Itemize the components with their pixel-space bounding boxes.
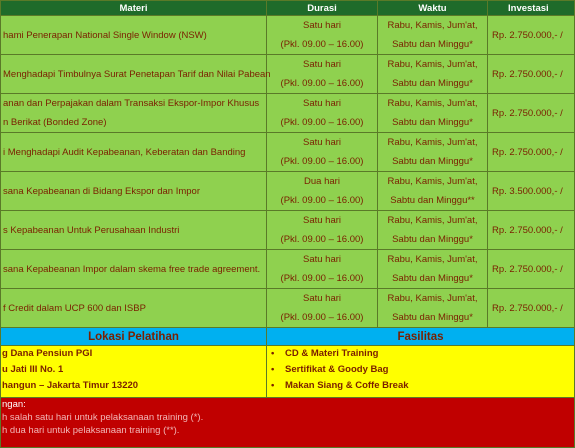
durasi-hours: (Pkl. 09.00 – 16.00)	[280, 273, 364, 284]
waktu-cell	[378, 133, 488, 172]
waktu-cell	[378, 94, 488, 133]
durasi-hours: (Pkl. 09.00 – 16.00)	[280, 234, 364, 245]
waktu-cell	[378, 289, 488, 328]
investasi-cell: Rp. 2.750.000,- /	[488, 133, 575, 172]
materi-text: i Menghadapi Audit Kepabeanan, Keberatan dan Banding	[3, 146, 246, 158]
materi-text: hami Penerapan National Single Window (NSW)	[3, 29, 207, 41]
table-row	[1, 250, 575, 289]
durasi-cell	[267, 250, 378, 289]
durasi-days: Dua hari	[304, 176, 340, 187]
waktu-days: Rabu, Kamis, Jum'at,	[387, 176, 478, 187]
materi-cell	[1, 133, 267, 172]
address-line: hangun – Jakarta Timur 13220	[2, 380, 139, 391]
durasi-days: Satu hari	[302, 293, 342, 304]
investasi-cell: Rp. 3.500.000,- /	[488, 172, 575, 211]
materi-cell	[1, 55, 271, 94]
table-row	[1, 94, 575, 133]
investasi-cell: Rp. 2.750.000,- /	[488, 16, 575, 55]
investasi-cell: Rp. 2.750.000,- /	[488, 289, 575, 328]
fasilitas-title: Fasilitas	[267, 328, 575, 346]
investasi-cell: Rp. 2.750.000,- /	[488, 55, 575, 94]
section-header-row	[1, 328, 575, 346]
fasilitas-item: Sertifikat & Goody Bag	[285, 364, 389, 375]
durasi-days: Satu hari	[302, 98, 342, 109]
waktu-days: Rabu, Kamis, Jum'at,	[387, 137, 478, 148]
table-row	[1, 289, 575, 328]
table-row	[1, 16, 575, 55]
materi-cell	[1, 16, 267, 55]
waktu-cell	[378, 16, 488, 55]
durasi-cell	[267, 133, 378, 172]
waktu-cell	[378, 172, 488, 211]
list-item	[267, 362, 574, 378]
materi-text: sana Kepabeanan Impor dalam skema free trade agreement.	[3, 263, 261, 275]
waktu-days: Rabu, Kamis, Jum'at,	[387, 20, 478, 31]
materi-text: Menghadapi Timbulnya Surat Penetapan Tarif dan Nilai Pabean	[3, 68, 271, 80]
waktu-days: Rabu, Kamis, Jum'at,	[387, 293, 478, 304]
table-row	[1, 211, 575, 250]
address-line: g Dana Pensiun PGI	[2, 348, 93, 359]
materi-text: sana Kepabeanan di Bidang Ekspor dan Impor	[3, 185, 200, 197]
table-row	[1, 55, 575, 94]
durasi-days: Satu hari	[302, 254, 342, 265]
table-row	[1, 172, 575, 211]
waktu-weekend: Sabtu dan Minggu*	[392, 234, 473, 245]
list-item	[267, 378, 574, 394]
durasi-cell	[267, 172, 378, 211]
fasilitas-item: CD & Materi Training	[285, 348, 379, 359]
waktu-days: Rabu, Kamis, Jum'at,	[387, 215, 478, 226]
header-row	[1, 1, 575, 16]
lokasi-title: Lokasi Pelatihan	[1, 328, 267, 346]
durasi-hours: (Pkl. 09.00 – 16.00)	[280, 39, 364, 50]
address-line: u Jati III No. 1	[2, 364, 64, 375]
waktu-days: Rabu, Kamis, Jum'at,	[387, 254, 478, 265]
waktu-weekend: Sabtu dan Minggu*	[392, 78, 473, 89]
waktu-cell	[378, 250, 488, 289]
investasi-cell: Rp. 2.750.000,- /	[488, 94, 575, 133]
fasilitas-item: Makan Siang & Coffe Break	[285, 380, 409, 391]
durasi-hours: (Pkl. 09.00 – 16.00)	[280, 78, 364, 89]
investasi-cell: Rp. 2.750.000,- /	[488, 211, 575, 250]
materi-text: f Credit dalam UCP 600 dan ISBP	[3, 302, 146, 314]
waktu-cell	[378, 55, 488, 94]
waktu-weekend: Sabtu dan Minggu*	[392, 312, 473, 323]
bullet-icon: •	[271, 364, 275, 375]
header-durasi: Durasi	[267, 1, 378, 16]
materi-cell	[1, 250, 267, 289]
durasi-hours: (Pkl. 09.00 – 16.00)	[280, 312, 364, 323]
durasi-hours: (Pkl. 09.00 – 16.00)	[280, 117, 364, 128]
durasi-days: Satu hari	[302, 20, 342, 31]
durasi-cell	[267, 211, 378, 250]
lokasi-address	[1, 346, 267, 398]
waktu-weekend: Sabtu dan Minggu**	[390, 195, 475, 206]
durasi-days: Satu hari	[302, 215, 342, 226]
header-materi: Materi	[1, 1, 267, 16]
note-line: h salah satu hari untuk pelaksanaan training (*).	[2, 412, 204, 423]
durasi-days: Satu hari	[302, 59, 342, 70]
durasi-hours: (Pkl. 09.00 – 16.00)	[280, 156, 364, 167]
waktu-days: Rabu, Kamis, Jum'at,	[387, 59, 478, 70]
durasi-hours: (Pkl. 09.00 – 16.00)	[280, 195, 364, 206]
durasi-days: Satu hari	[302, 137, 342, 148]
header-investasi: Investasi	[488, 1, 575, 16]
materi-cell	[1, 94, 267, 133]
table-row	[1, 133, 575, 172]
waktu-days: Rabu, Kamis, Jum'at,	[387, 98, 478, 109]
notes-heading: ngan:	[2, 399, 26, 410]
durasi-cell	[267, 94, 378, 133]
investasi-cell: Rp. 2.750.000,- /	[488, 250, 575, 289]
waktu-cell	[378, 211, 488, 250]
materi-cell	[1, 211, 267, 250]
bullet-icon: •	[271, 380, 275, 391]
header-waktu: Waktu	[378, 1, 488, 16]
durasi-cell	[267, 289, 378, 328]
durasi-cell	[267, 55, 378, 94]
durasi-cell	[267, 16, 378, 55]
section-body-row	[1, 346, 575, 398]
materi-text: s Kepabeanan Untuk Perusahaan Industri	[3, 224, 180, 236]
notes-cell	[1, 398, 575, 448]
notes-row	[1, 398, 575, 448]
materi-text: anan dan Perpajakan dalam Transaksi Ekspor-Impor Khusus	[3, 98, 260, 109]
waktu-weekend: Sabtu dan Minggu*	[392, 156, 473, 167]
list-item	[267, 346, 574, 362]
fasilitas-list	[267, 346, 575, 398]
waktu-weekend: Sabtu dan Minggu*	[392, 117, 473, 128]
materi-cell	[1, 172, 267, 211]
waktu-weekend: Sabtu dan Minggu*	[392, 273, 473, 284]
materi-text-line2: n Berikat (Bonded Zone)	[3, 117, 107, 128]
bullet-icon: •	[271, 348, 275, 359]
waktu-weekend: Sabtu dan Minggu*	[392, 39, 473, 50]
note-line: h dua hari untuk pelaksanaan training (**).	[2, 425, 180, 436]
materi-cell	[1, 289, 267, 328]
